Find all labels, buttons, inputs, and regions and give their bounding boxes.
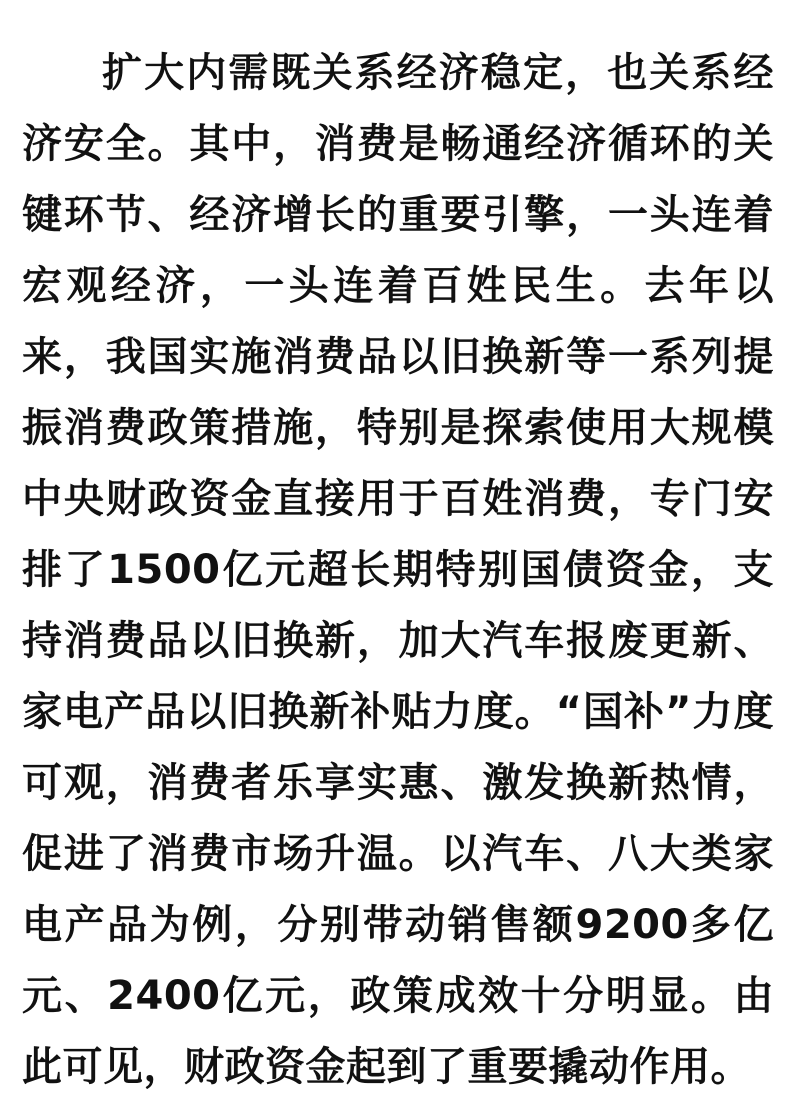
body-paragraph: 扩大内需既关系经济稳定，也关系经济安全。其中，消费是畅通经济循环的关键环节、经济增长的重要引擎，一头连着宏观经济，一头连着百姓民生。去年以来，我国实施消费品以旧换新等一系列提振消费政策措施，特别是探索使用大规模中央财政资金直接用于百姓消费，专门安排了1500亿元超长期特别国债资金，支持消费品以旧换新，加大汽车报废更新、家电产品以旧换新补贴力度。“国补”力度可观，消费者乐享实惠、激发换新热情，促进了消费市场升温。以汽车、八大类家电产品为例，分别带动销售额9200多亿元、2400亿元，政策成效十分明显。由此可见，财政资金起到了重要撬动作用。 [22, 50, 774, 1090]
